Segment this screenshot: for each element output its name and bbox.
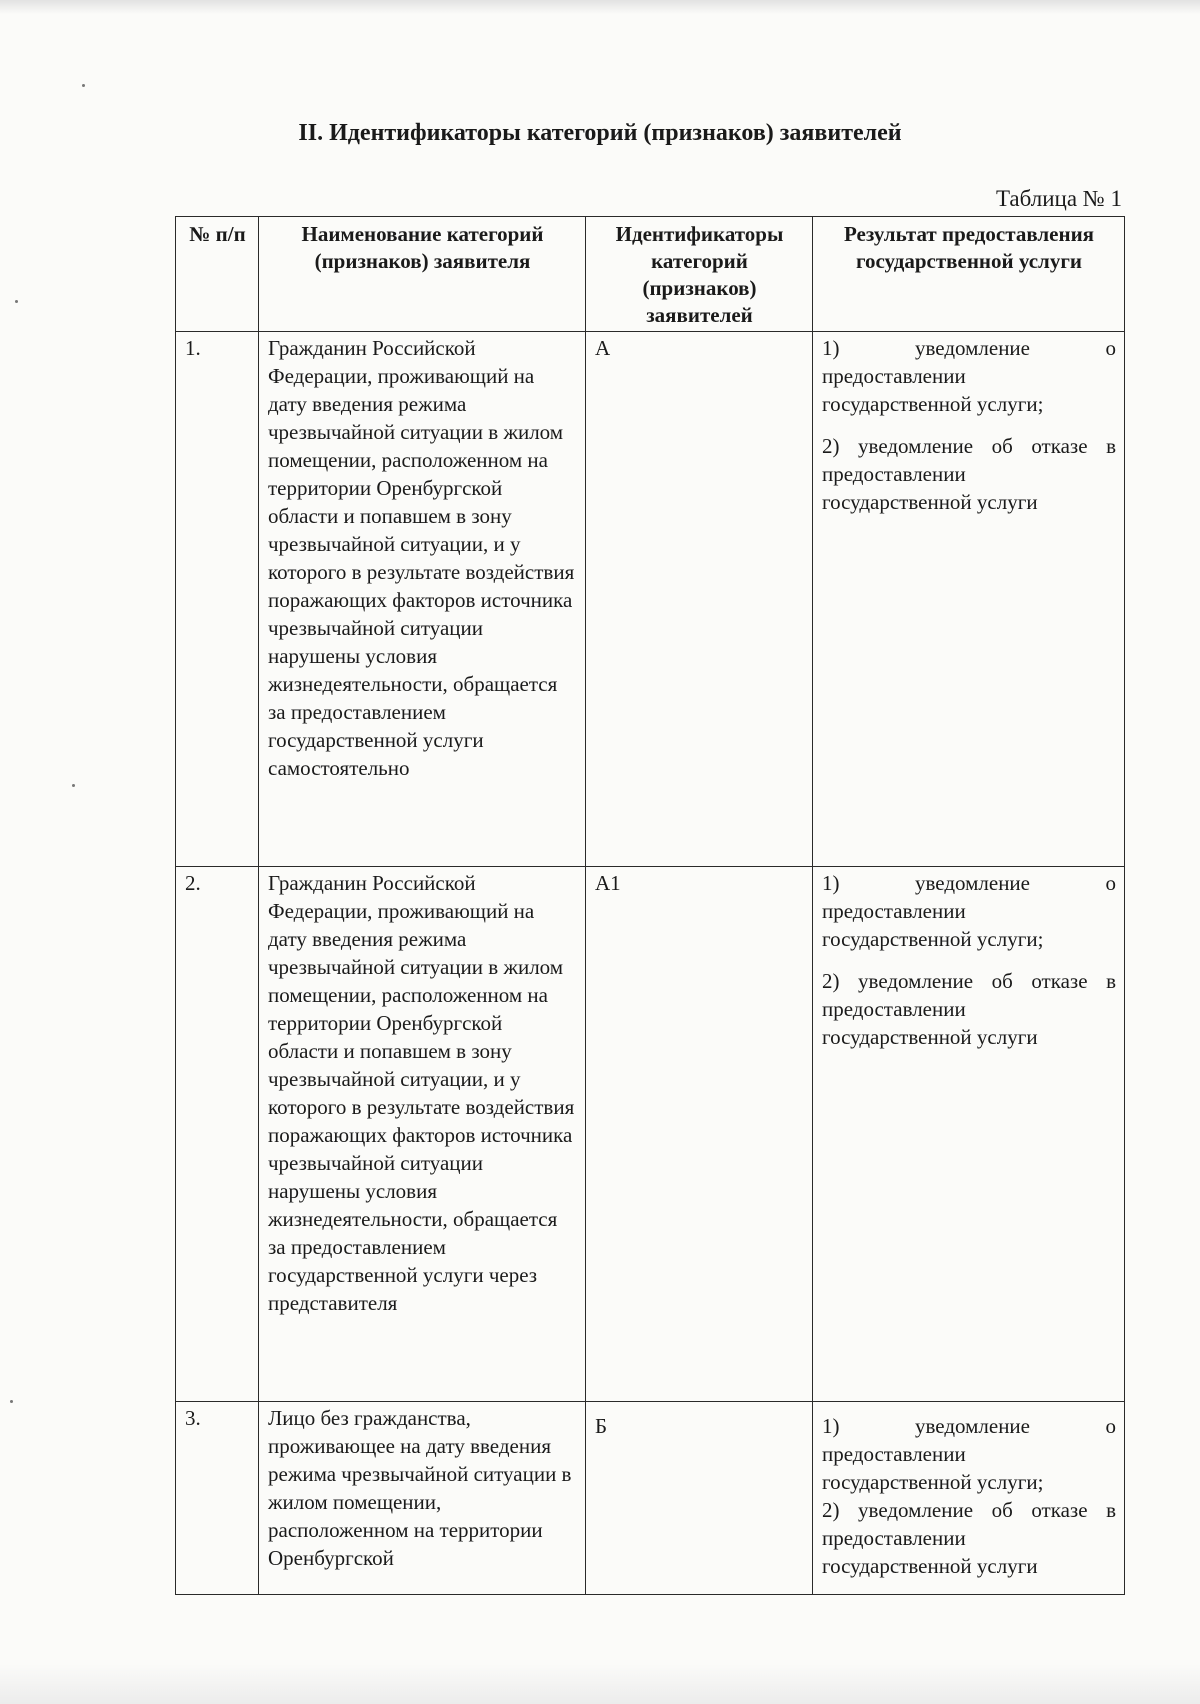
scan-speck [82, 84, 85, 87]
header-identifiers: Идентификаторы категорий (признаков) заявителей [586, 217, 813, 332]
scan-speck [10, 1400, 13, 1403]
scan-speck [15, 300, 18, 303]
category-description: Гражданин Российской Федерации, проживающий на дату введения режима чрезвычайной ситуации в жилом помещении, расположенном на территории Оренбургской области и попавшем в зону чрезвычайной ситуации, и у которого в результате воздействия поражающих факторов источника чрезвычайной ситуации нарушены условия жизнедеятельности, обращается за предоставлением государственной услуги через представителя [259, 867, 586, 1402]
result-item-2: 2) уведомление об отказе в предоставлении государственной услуги [822, 1498, 1116, 1578]
result-item-1: 1) уведомление о предоставлении государственной услуги; [822, 336, 1116, 416]
result-cell [813, 867, 1125, 1402]
category-identifier: А1 [586, 867, 813, 1402]
category-description: Гражданин Российской Федерации, проживающий на дату введения режима чрезвычайной ситуации в жилом помещении, расположенном на территории Оренбургской области и попавшем в зону чрезвычайной ситуации, и у которого в результате воздействия поражающих факторов источника чрезвычайной ситуации нарушены условия жизнедеятельности, обращается за предоставлением государственной услуги самостоятельно [259, 332, 586, 867]
result-item-1: 1) уведомление о предоставлении государственной услуги; [822, 1414, 1116, 1494]
category-identifier: Б [586, 1402, 813, 1595]
applicant-categories-table [175, 216, 1125, 1595]
row-number: 1. [176, 332, 259, 867]
result-item-2: 2) уведомление об отказе в предоставлении государственной услуги [822, 969, 1116, 1049]
table-row [176, 1402, 1125, 1595]
scan-bottom-edge [0, 1664, 1200, 1704]
table-row [176, 332, 1125, 867]
header-result: Результат предоставления государственной услуги [813, 217, 1125, 332]
header-category-name: Наименование категорий (признаков) заявителя [259, 217, 586, 332]
category-identifier: А [586, 332, 813, 867]
scan-top-edge [0, 0, 1200, 14]
row-number: 2. [176, 867, 259, 1402]
category-description: Лицо без гражданства, проживающее на дату введения режима чрезвычайной ситуации в жилом помещении, расположенном на территории Оренбургской [259, 1402, 586, 1595]
result-cell [813, 1402, 1125, 1595]
result-item-1: 1) уведомление о предоставлении государственной услуги; [822, 871, 1116, 951]
result-cell [813, 332, 1125, 867]
header-number: № п/п [176, 217, 259, 332]
row-number: 3. [176, 1402, 259, 1595]
table-row [176, 867, 1125, 1402]
section-title: II. Идентификаторы категорий (признаков) заявителей [298, 120, 902, 146]
result-item-2: 2) уведомление об отказе в предоставлении государственной услуги [822, 434, 1116, 514]
table-number-label: Таблица № 1 [995, 186, 1122, 211]
scan-speck [72, 784, 75, 787]
table-header-row [176, 217, 1125, 332]
